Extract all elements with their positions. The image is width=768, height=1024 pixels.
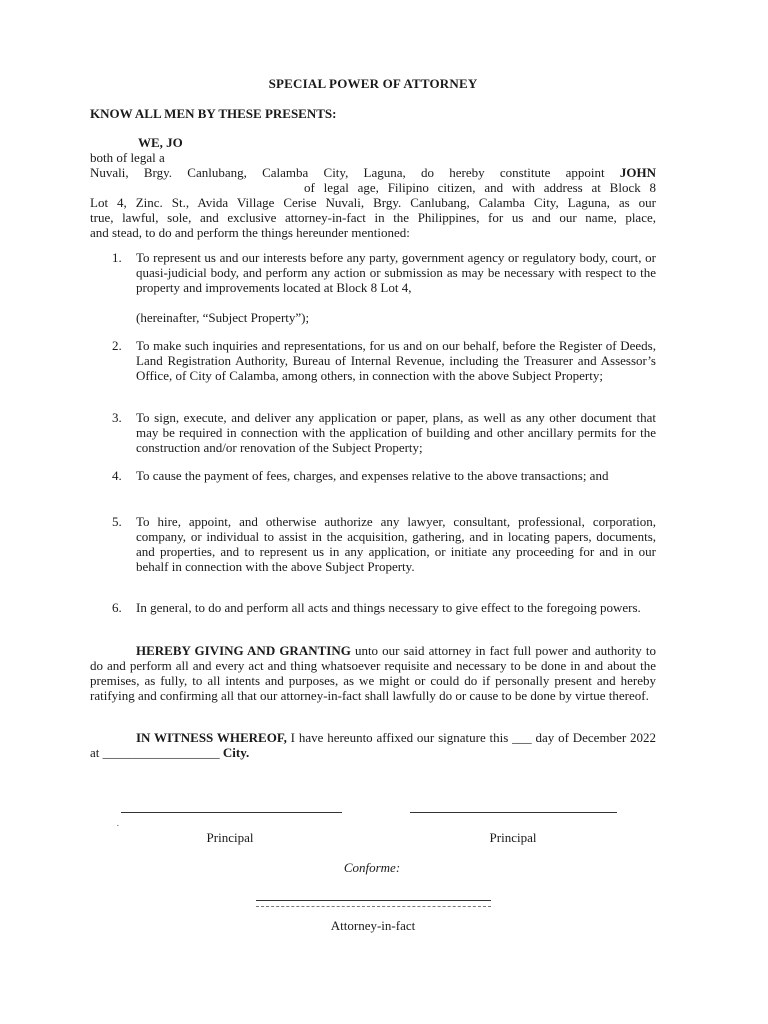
item-number: 4.	[112, 468, 122, 483]
item-text-tail: (hereinafter, “Subject Property”);	[136, 310, 310, 325]
intro-line: and stead, to do and perform the things hereunder mentioned:	[90, 225, 410, 240]
item-number: 5.	[112, 514, 122, 529]
principal-label-right: Principal	[489, 830, 537, 845]
item-number: 1.	[112, 250, 122, 265]
granting-text: unto our said attorney in fact full power and authority to do and perform all and every act and thing whatsoever requisite and necessary to be done in and about the premises, as fully, to all intents and purposes, as we might or could do if personally present and hereby ratifying and confirming all that our attorney-in-fact shall lawfully do or cause to be done by virtue thereof.	[90, 643, 656, 703]
item-text: To make such inquiries and representations, for us and on our behalf, before the Register of Deeds, Land Registration Authority, Bureau of Internal Revenue, including the Treasurer and Assessor’s Office, of City of Calamba, among others, in connection with the above Subject Property;	[136, 338, 656, 383]
item-text: In general, to do and perform all acts and things necessary to give effect to the foregoing powers.	[136, 600, 641, 615]
item-number: 6.	[112, 600, 122, 615]
witness-lead: IN WITNESS WHEREOF,	[136, 730, 287, 745]
granting-paragraph	[90, 643, 656, 703]
granting-lead: HEREBY GIVING AND GRANTING	[136, 643, 351, 658]
parties-lead	[138, 135, 183, 150]
intro-paragraph	[90, 150, 656, 240]
witness-text: I have hereunto affixed our signature this ___ day of December 2022 at __________________	[90, 730, 656, 760]
item-number: 3.	[112, 410, 122, 425]
appointee-name-partial: JOHN	[619, 165, 656, 180]
principal-label-left: Principal	[206, 830, 254, 845]
know-all-heading: KNOW ALL MEN BY THESE PRESENTS:	[90, 106, 337, 121]
party-name-partial: JO	[166, 135, 183, 150]
item-text: To sign, execute, and deliver any application or paper, plans, as well as any other document that may be required in connection with the application of building and other ancillary permits for the construction and/or renovation of the Subject Property;	[136, 410, 656, 455]
item-text: To represent us and our interests before any party, government agency or regulatory body, court, or quasi-judicial body, and perform any action or submission as may be necessary with respect to the property and improvements located at Block 8 Lot 4,	[136, 250, 656, 295]
redacted-attorney-name	[256, 906, 491, 907]
intro-line: Nuvali, Brgy. Canlubang, Calamba City, Laguna, do hereby constitute appoint JOHN	[90, 165, 656, 180]
witness-paragraph	[90, 730, 656, 760]
principal-signature-line-left	[121, 812, 342, 813]
intro-line: of legal age, Filipino citizen, and with address at Block 8	[304, 180, 656, 195]
conforme-label: Conforme:	[343, 860, 401, 875]
intro-line: both of legal a	[90, 150, 165, 165]
intro-line: true, lawful, sole, and exclusive attorney-in-fact in the Philippines, for us and our name, place,	[90, 210, 656, 225]
principal-signature-line-right	[410, 812, 617, 813]
document-title: SPECIAL POWER OF ATTORNEY	[268, 76, 478, 91]
intro-line: Lot 4, Zinc. St., Avida Village Cerise Nuvali, Brgy. Canlubang, Calamba City, Laguna, as our	[90, 195, 656, 210]
item-text: To cause the payment of fees, charges, and expenses relative to the above transactions; and	[136, 468, 609, 483]
item-text: To hire, appoint, and otherwise authorize any lawyer, consultant, professional, corporation, company, or individual to assist in the acquisition, gathering, and in locating papers, documents, and properties, and to represent us in any application, or initiate any proceeding for and in our behalf in connection with the above Subject Property.	[136, 514, 656, 574]
attorney-label: Attorney-in-fact	[330, 918, 416, 933]
we-prefix: WE,	[138, 135, 167, 150]
stray-mark: ˙	[116, 823, 120, 835]
attorney-signature-line	[256, 900, 491, 901]
item-number: 2.	[112, 338, 122, 353]
witness-city: City.	[222, 745, 250, 760]
